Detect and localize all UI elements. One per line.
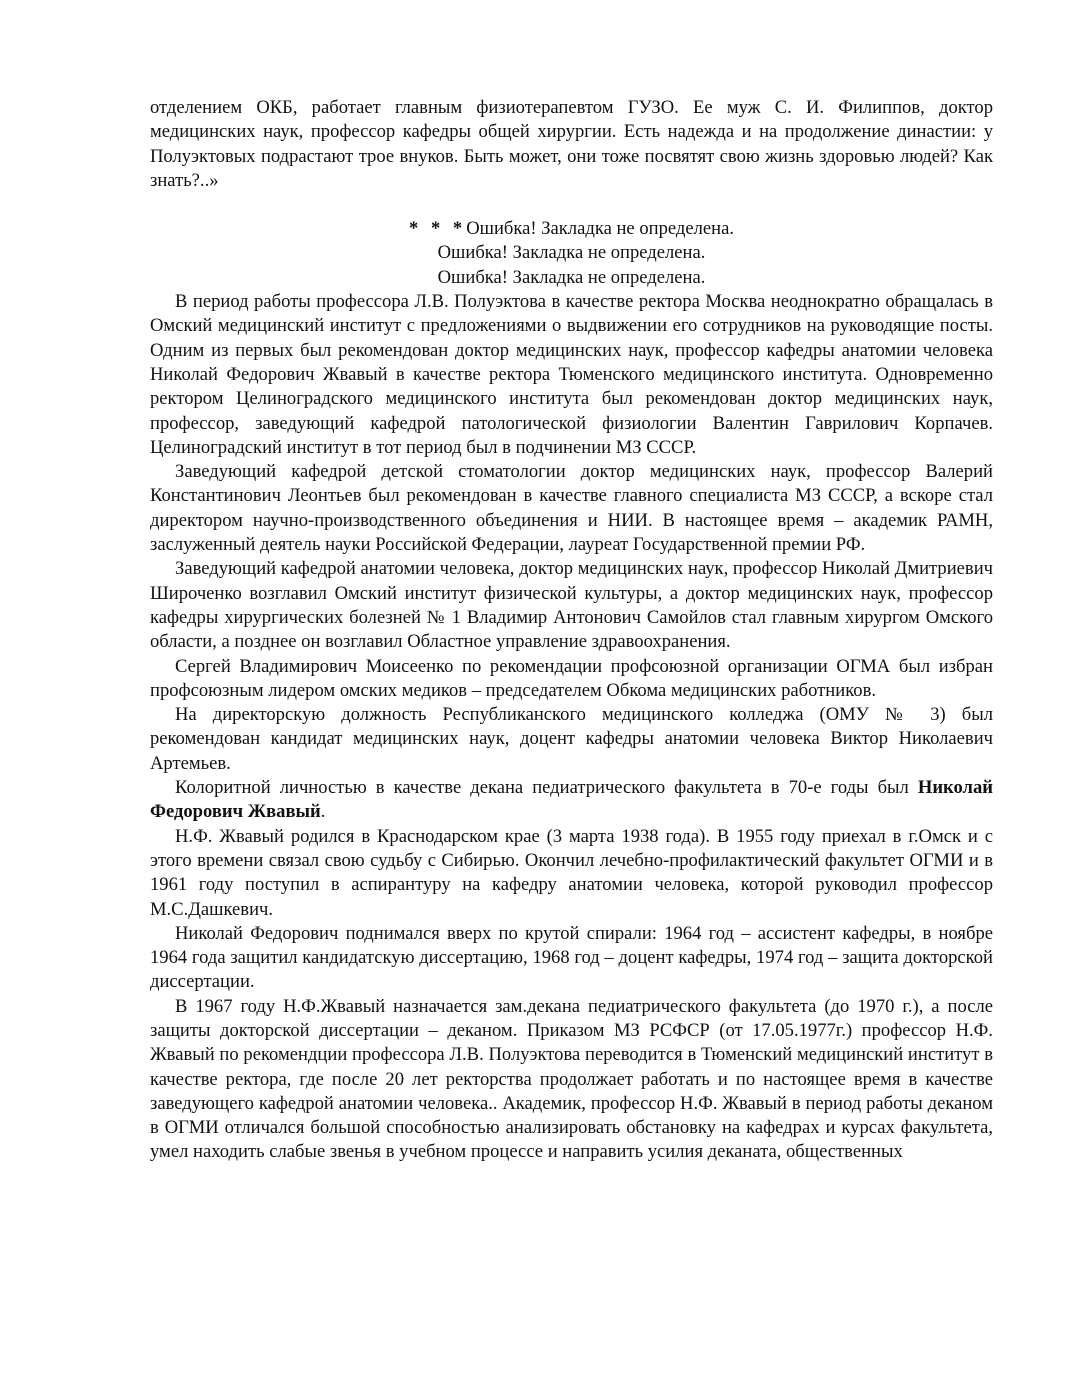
intro-paragraph: отделением ОКБ, работает главным физиотерапевтом ГУЗО. Ее муж С. И. Филиппов, доктор медицинских наук, профессор кафедры общей хирургии. Есть надежда и на продолжение династии: у Полуэктовых подрастают трое внуков. Быть может, они тоже посвятят свою жизнь здоровью людей? Как знать?..» xyxy=(150,97,993,191)
person-name-bold: Николай Федорович Жвавый xyxy=(150,777,993,823)
bookmark-error-line-1 xyxy=(150,217,993,241)
paragraph-6-text: Колоритной личностью в качестве декана педиатрического факультета в 70-е годы был xyxy=(175,777,918,799)
paragraph-2: Заведующий кафедрой детской стоматологии доктор медицинских наук, профессор Валерий Константинович Леонтьев был рекомендован в качестве главного специалиста МЗ СССР, а вскоре стал директором научно-производственного объединения и НИИ. В настоящее время – академик РАМН, заслуженный деятель науки Российской Федерации, лауреат Государственной премии РФ. xyxy=(150,461,993,556)
paragraph-3: Заведующий кафедрой анатомии человека, доктор медицинских наук, профессор Николай Дмитриевич Широченко возглавил Омский институт физической культуры, а доктор медицинских наук, профессор кафедры хирургических болезней № 1 Владимир Антонович Самойлов стал главным хирургом Омского области, а позднее он возглавил Областное управление здравоохранения. xyxy=(150,558,993,653)
section-stars: * * * xyxy=(409,218,467,240)
paragraph-5: На директорскую должность Республиканского медицинского колледжа (ОМУ № 3) был рекомендован кандидат медицинских наук, доцент кафедры анатомии человека Виктор Николаевич Артемьев. xyxy=(150,704,993,774)
paragraph-6-end: . xyxy=(320,801,326,823)
paragraph-9: В 1967 году Н.Ф.Жвавый назначается зам.декана педиатрического факультета (до 1970 г.), а после защиты докторской диссертации – деканом. Приказом МЗ РСФСР (от 17.05.1977г.) профессор Н.Ф. Жвавый по рекомендции профессора Л.В. Полуэктова переводится в Тюменский медицинский институт в качестве ректора, где после 20 лет ректорства продолжает работать и по настоящее время в качестве заведующего кафедрой анатомии человека.. Академик, профессор Н.Ф. Жвавый в период работы деканом в ОГМИ отличался большой способностью анализировать обстановку на кафедрах и курсах факультета, умел находить слабые звенья в учебном процессе и направить усилия деканата, общественных xyxy=(150,995,993,1163)
paragraph-6 xyxy=(150,776,993,825)
spacer xyxy=(150,193,993,217)
paragraph-4: Сергей Владимирович Моисеенко по рекомендации профсоюзной организации ОГМА был избран профсоюзным лидером омских медиков – председателем Обкома медицинских работников. xyxy=(150,655,993,701)
bookmark-error-line-2: Ошибка! Закладка не определена. xyxy=(437,242,706,264)
paragraph-8: Николай Федорович поднимался вверх по крутой спирали: 1964 год – ассистент кафедры, в ноябре 1964 года защитил кандидатскую диссертацию, 1968 год – доцент кафедры, 1974 год – защита докторской диссертации. xyxy=(150,922,993,993)
bookmark-error-text-1: Ошибка! Закладка не определена. xyxy=(466,218,734,240)
document-page xyxy=(150,96,993,1165)
paragraph-7: Н.Ф. Жвавый родился в Краснодарском крае (3 марта 1938 года). В 1955 году приехал в г.Омск и с этого времени связал свою судьбу с Сибирью. Окончил лечебно-профилактический факультет ОГМИ и в 1961 году поступил в аспирантуру на кафедру анатомии человека, которой руководил профессор М.С.Дашкевич. xyxy=(150,825,993,920)
bookmark-error-line-3: Ошибка! Закладка не определена. xyxy=(437,266,706,288)
bookmark-error-block xyxy=(150,217,993,290)
paragraph-1: В период работы профессора Л.В. Полуэктова в качестве ректора Москва неоднократно обращалась в Омский медицинский институт с предложениями о выдвижении его сотрудников на руководящие посты. Одним из первых был рекомендован доктор медицинских наук, профессор кафедры анатомии человека Николай Федорович Жвавый в качестве ректора Тюменского медицинского института. Одновременно ректором Целиноградского медицинского института был рекомендован доктор медицинских наук, профессор, заведующий кафедрой патологической физиологии Валентин Гаврилович Корпачев. Целиноградский институт в тот период был в подчинении МЗ СССР. xyxy=(150,291,993,458)
